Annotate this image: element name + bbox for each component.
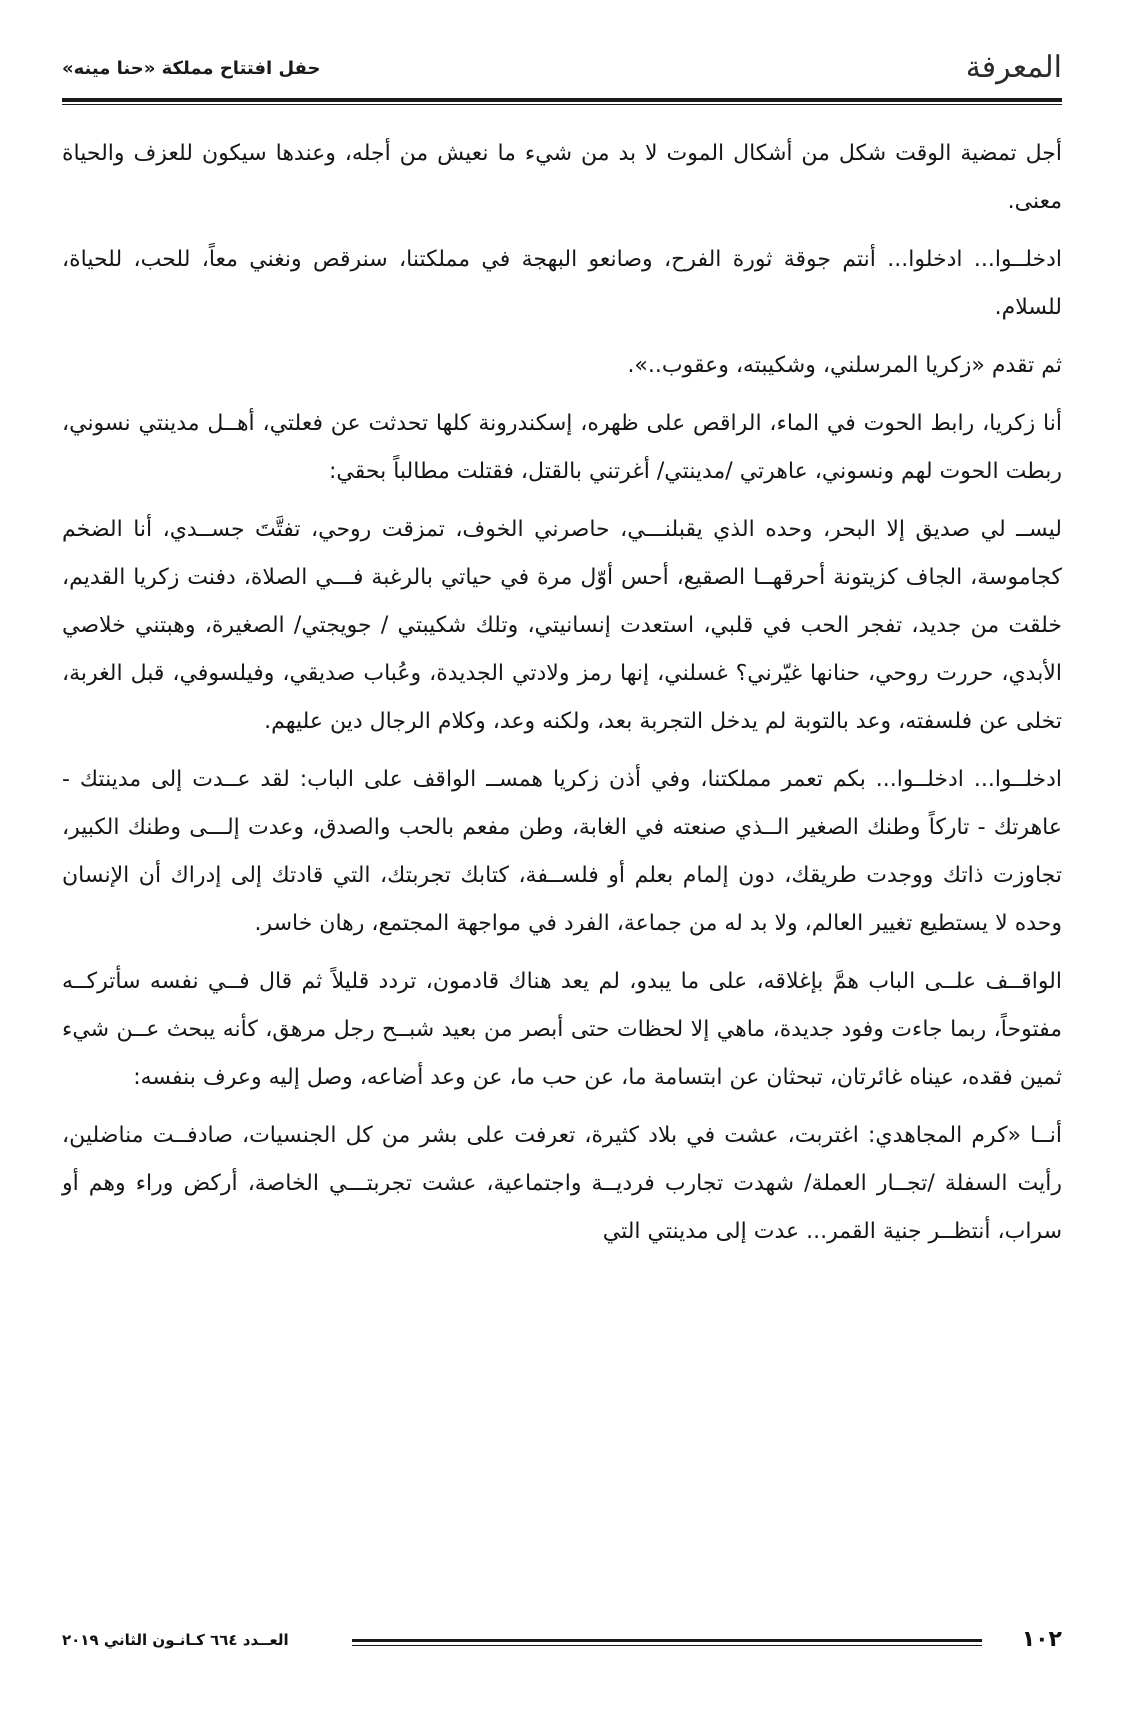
paragraph-8: أنــا «كرم المجاهدي: اغتربت، عشت في بلاد كثيرة، تعرفت على بشر من كل الجنسيات، صادفــت مناضلين، رأيت السفلة /تجــار العملة/ شهدت تجارب فرديــة واجتماعية، عشت تجربتـــي الخاصة، أركض وراء وهم أو سراب، أنتظــر جنية القمر... عدت إلى مدينتي التي [62, 1123, 1062, 1244]
paragraph-7: الواقــف علــى الباب همَّ بإغلاقه، على ما يبدو، لم يعد هناك قادمون، تردد قليلاً ثم قال فــي نفسه سأتركــه مفتوحاً، ربما جاءت وفود جديدة، ماهي إلا لحظات حتى أبصر من بعيد شبــح رجل مرهق، كأنه يبحث عــن شيء ثمين فقده، عيناه غائرتان، تبحثان عن ابتسامة ما، عن حب ما، عن وعد أضاعه، وصل إليه وعرف بنفسه: [62, 969, 1062, 1090]
magazine-logo: المعرفة [965, 50, 1062, 85]
page-footer [62, 1625, 1062, 1665]
page-header [62, 44, 1062, 98]
issue-info: العــدد ٦٦٤ كـانـون الثاني ٢٠١٩ [62, 1631, 289, 1649]
paragraph-3: ثم تقدم «زكريا المرسلني، وشكيبته، وعقوب..». [627, 353, 1062, 378]
footer-rule-thin [352, 1645, 982, 1646]
article-body [62, 130, 1062, 1266]
paragraph-2: ادخلــوا... ادخلوا... أنتم جوقة ثورة الفرح، وصانعو البهجة في مملكتنا، سنرقص ونغني معاً، للحب، للحياة، للسلام. [62, 247, 1062, 320]
running-title: حفل افتتاح مملكة «حنا مينه» [62, 58, 321, 79]
footer-rule-thick [352, 1639, 982, 1642]
page-number: ١٠٢ [1021, 1627, 1062, 1652]
header-rule-thick [62, 98, 1062, 102]
paragraph-4: أنا زكريا، رابط الحوت في الماء، الراقص على ظهره، إسكندرونة كلها تحدثت عن فعلتي، أهــل مدينتي نسوني، ربطت الحوت لهم ونسوني، عاهرتي /مدينتي/ أغرتني بالقتل، فقتلت مطالباً بحقي: [62, 411, 1062, 484]
paragraph-5: ليســ لي صديق إلا البحر، وحده الذي يقبلنـــي، حاصرني الخوف، تمزقت روحي، تفتَّتَ جســدي، أنا الضخم كجاموسة، الجاف كزيتونة أحرقهــا الصقيع، أحس أوّل مرة في حياتي بالرغبة فـــي الصلاة، دفنت زكريا القديم، خلقت من جديد، تفجر الحب في قلبي، استعدت إنسانيتي، وتلك شكيبتي / جويجتي/ الصغيرة، وهبتني خلاصي الأبدي، حررت روحي، حنانها غيّرني؟ غسلني، إنها رمز ولادتي الجديدة، وعُباب صديقي، وفيلسوفي، قبل الغربة، تخلى عن فلسفته، وعد بالتوبة لم يدخل التجربة بعد، ولكنه وعد، وكلام الرجال دين عليهم. [62, 517, 1062, 734]
paragraph-6: ادخلــوا... ادخلــوا... بكم تعمر مملكتنا، وفي أذن زكريا همســ الواقف على الباب: لقد عــدت إلى مدينتك - عاهرتك - تاركاً وطنك الصغير الــذي صنعته في الغابة، وطن مفعم بالحب والصدق، وعدت إلـــى وطنك الكبير، تجاوزت ذاتك ووجدت طريقك، دون إلمام بعلم أو فلســفة، كتابك تجربتك، التي قادتك إلى إدراك أن الإنسان وحده لا يستطيع تغيير العالم، ولا بد له من جماعة، الفرد في مواجهة المجتمع، رهان خاسر. [62, 767, 1062, 936]
paragraph-1: أجل تمضية الوقت شكل من أشكال الموت لا بد من شيء ما نعيش من أجله، وعندها سيكون للعزف والحياة معنى. [62, 141, 1062, 214]
header-rule-thin [62, 104, 1062, 105]
